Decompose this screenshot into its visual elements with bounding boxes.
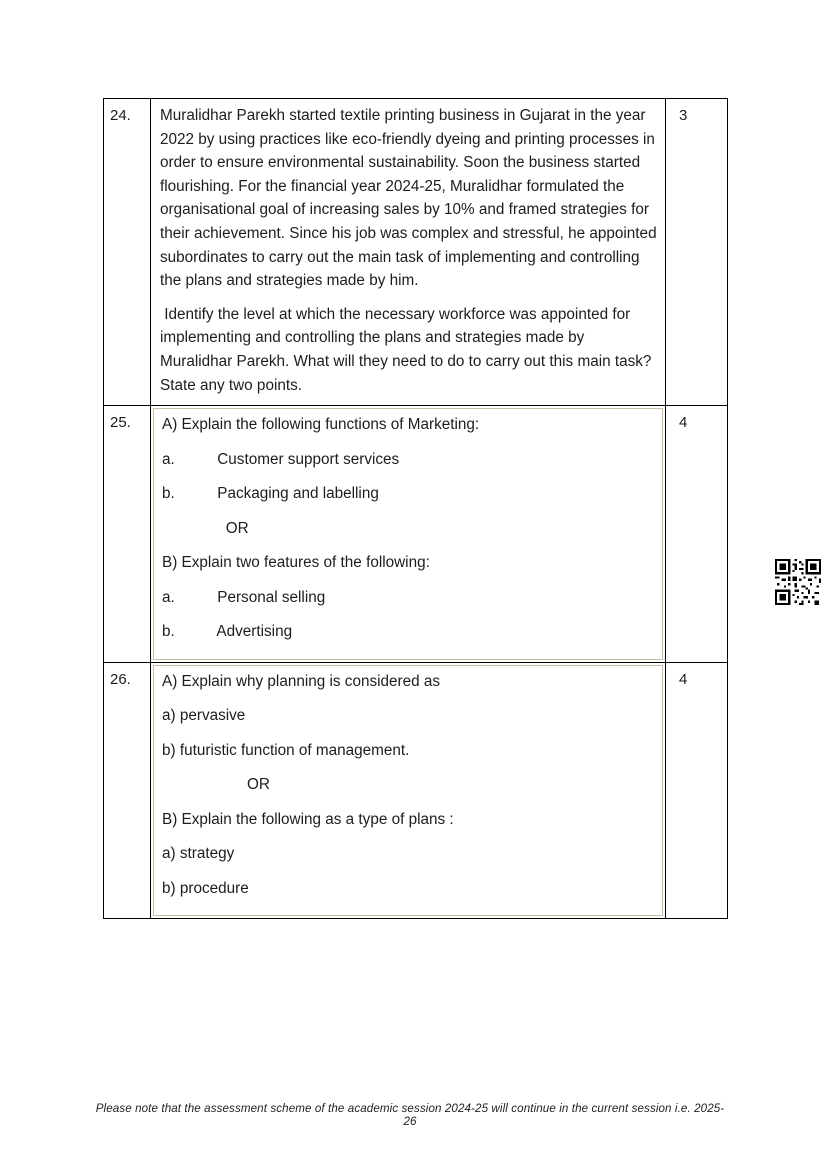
question-line: b) futuristic function of management. — [162, 741, 410, 759]
question-text-cell — [151, 406, 666, 662]
question-paragraph: Muralidhar Parekh started textile printing business in Gujarat in the year 2022 by using practices like eco-friendly dyeing and printing processes in order to ensure environmental sustainability. Soon the business started flourishing. For the financial year 2024-25, Muralidhar formulated the organisational goal of increasing sales by 10% and framed strategies for their achievement. Since his job was complex and stressful, he appointed subordinates to carry out the main task of implementing and controlling the plans and strategies made by him. — [160, 107, 661, 290]
question-marks: 4 — [679, 670, 688, 688]
question-text-cell — [151, 99, 666, 405]
question-line: a) pervasive — [162, 707, 246, 725]
qr-code — [774, 559, 822, 605]
question-table — [103, 98, 728, 919]
question-line: a. Customer support services — [162, 450, 400, 468]
question-line: a. Personal selling — [162, 588, 326, 606]
question-row-24 — [104, 99, 727, 405]
question-text-cell — [151, 663, 666, 919]
question-line: OR — [162, 776, 270, 794]
text-box — [153, 665, 663, 917]
question-line: A) Explain why planning is considered as — [162, 672, 441, 690]
footer-note: Please note that the assessment scheme of the academic session 2024-25 will continue in the current session i.e. 2025-26 — [95, 1102, 725, 1128]
question-line: B) Explain the following as a type of plans : — [162, 810, 454, 828]
question-number: 24. — [104, 99, 151, 405]
question-line: a) strategy — [162, 845, 235, 863]
question-number: 26. — [104, 663, 151, 919]
question-number: 25. — [104, 406, 151, 662]
text-box — [153, 408, 663, 660]
question-marks: 4 — [679, 414, 688, 432]
question-marks: 3 — [679, 107, 688, 124]
question-line: OR — [162, 519, 249, 537]
question-line: b. Advertising — [162, 623, 293, 641]
question-line: b) procedure — [162, 879, 249, 897]
question-line: B) Explain two features of the following: — [162, 554, 430, 572]
question-row-26 — [104, 662, 727, 919]
question-line: A) Explain the following functions of Marketing: — [162, 416, 480, 434]
question-paragraph: Identify the level at which the necessary workforce was appointed for implementing and controlling the plans and strategies made by Muralidhar Parekh. What will they need to do to carry out this main task? State any two points. — [160, 305, 656, 394]
question-line: b. Packaging and labelling — [162, 485, 379, 503]
question-row-25 — [104, 405, 727, 662]
